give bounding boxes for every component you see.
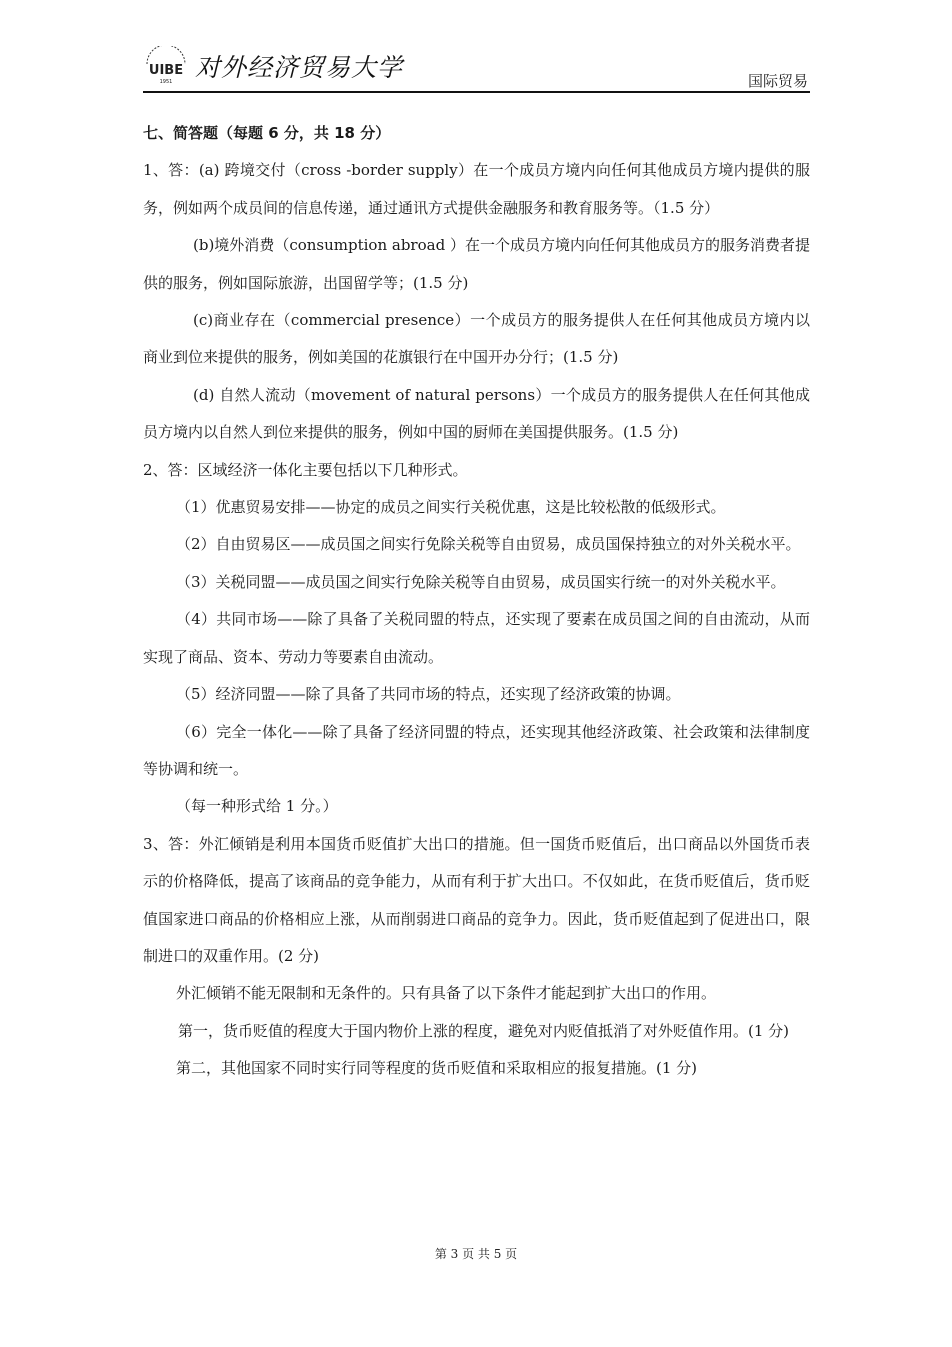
course-name: 国际贸易 [747, 72, 808, 90]
logo-year: 1951 [159, 79, 173, 85]
page-header [143, 38, 810, 94]
page-number: 第 3 页 共 5 页 [434, 1247, 518, 1261]
answer-paragraph: （4）共同市场——除了具备了关税同盟的特点，还实现了要素在成员国之间的自由流动，从而实现了商品、资本、劳动力等要素自由流动。 [143, 610, 810, 666]
answer-content [143, 115, 810, 1088]
answer-paragraph: （1）优惠贸易安排——协定的成员之间实行关税优惠，这是比较松散的低级形式。 [176, 498, 726, 517]
header-rule [143, 91, 810, 93]
answer-paragraph: (d) 自然人流动（movement of natural persons）一个成员方的服务提供人在任何其他成员方境内以自然人到位来提供的服务，例如中国的厨师在美国提供服务。(1.5 分) [143, 385, 810, 442]
answer-paragraph: 3、答：外汇倾销是利用本国货币贬值扩大出口的措施。但一国货币贬值后，出口商品以外国货币表示的价格降低，提高了该商品的竞争能力，从而有利于扩大出口。不仅如此，在货币贬值后，货币贬值国家进口商品的价格相应上涨，从而削弱进口商品的竞争力。因此，货币贬值起到了促进出口，限制进口的双重作用。(2 分) [143, 834, 810, 965]
answer-paragraph: 第一，货币贬值的程度大于国内物价上涨的程度，避免对内贬值抵消了对外贬值作用。(1 分) [178, 1021, 790, 1040]
answer-paragraph: 2、答：区域经济一体化主要包括以下几种形式。 [143, 460, 468, 479]
answer-paragraph: (c)商业存在（commercial presence）一个成员方的服务提供人在任何其他成员方境内以商业到位来提供的服务，例如美国的花旗银行在中国开办分行；(1.5 分) [143, 311, 810, 367]
answer-paragraph: (b)境外消费（consumption abroad ）在一个成员方境内向任何其他成员方的服务消费者提供的服务，例如国际旅游，出国留学等；(1.5 分) [143, 236, 810, 292]
answer-paragraph: （5）经济同盟——除了具备了共同市场的特点，还实现了经济政策的协调。 [176, 685, 681, 704]
answer-paragraph: （3）关税同盟——成员国之间实行免除关税等自由贸易，成员国实行统一的对外关税水平。 [176, 572, 786, 591]
answer-paragraph: （每一种形式给 1 分。） [176, 797, 338, 816]
answer-paragraph: 外汇倾销不能无限制和无条件的。只有具备了以下条件才能起到扩大出口的作用。 [176, 984, 717, 1003]
answer-paragraph: 1、答：(a) 跨境交付（cross -border supply）在一个成员方境内向任何其他成员方境内提供的服务，例如两个成员间的信息传递，通过通讯方式提供金融服务和教育服务等。（1.5 分） [143, 161, 810, 217]
answer-paragraph: （6）完全一体化——除了具备了经济同盟的特点，还实现其他经济政策、社会政策和法律制度等协调和统一。 [143, 722, 810, 778]
section-title: 七、简答题（每题 6 分，共 18 分） [143, 124, 391, 142]
answer-paragraph: 第二，其他国家不同时实行同等程度的货币贬值和采取相应的报复措施。(1 分) [176, 1059, 698, 1078]
logo-text: UIBE [148, 63, 184, 78]
answer-paragraph: （2）自由贸易区——成员国之间实行免除关税等自由贸易，成员国保持独立的对外关税水平。 [176, 535, 801, 554]
school-name: 对外经济贸易大学 [195, 53, 404, 82]
university-logo-icon [143, 46, 189, 86]
